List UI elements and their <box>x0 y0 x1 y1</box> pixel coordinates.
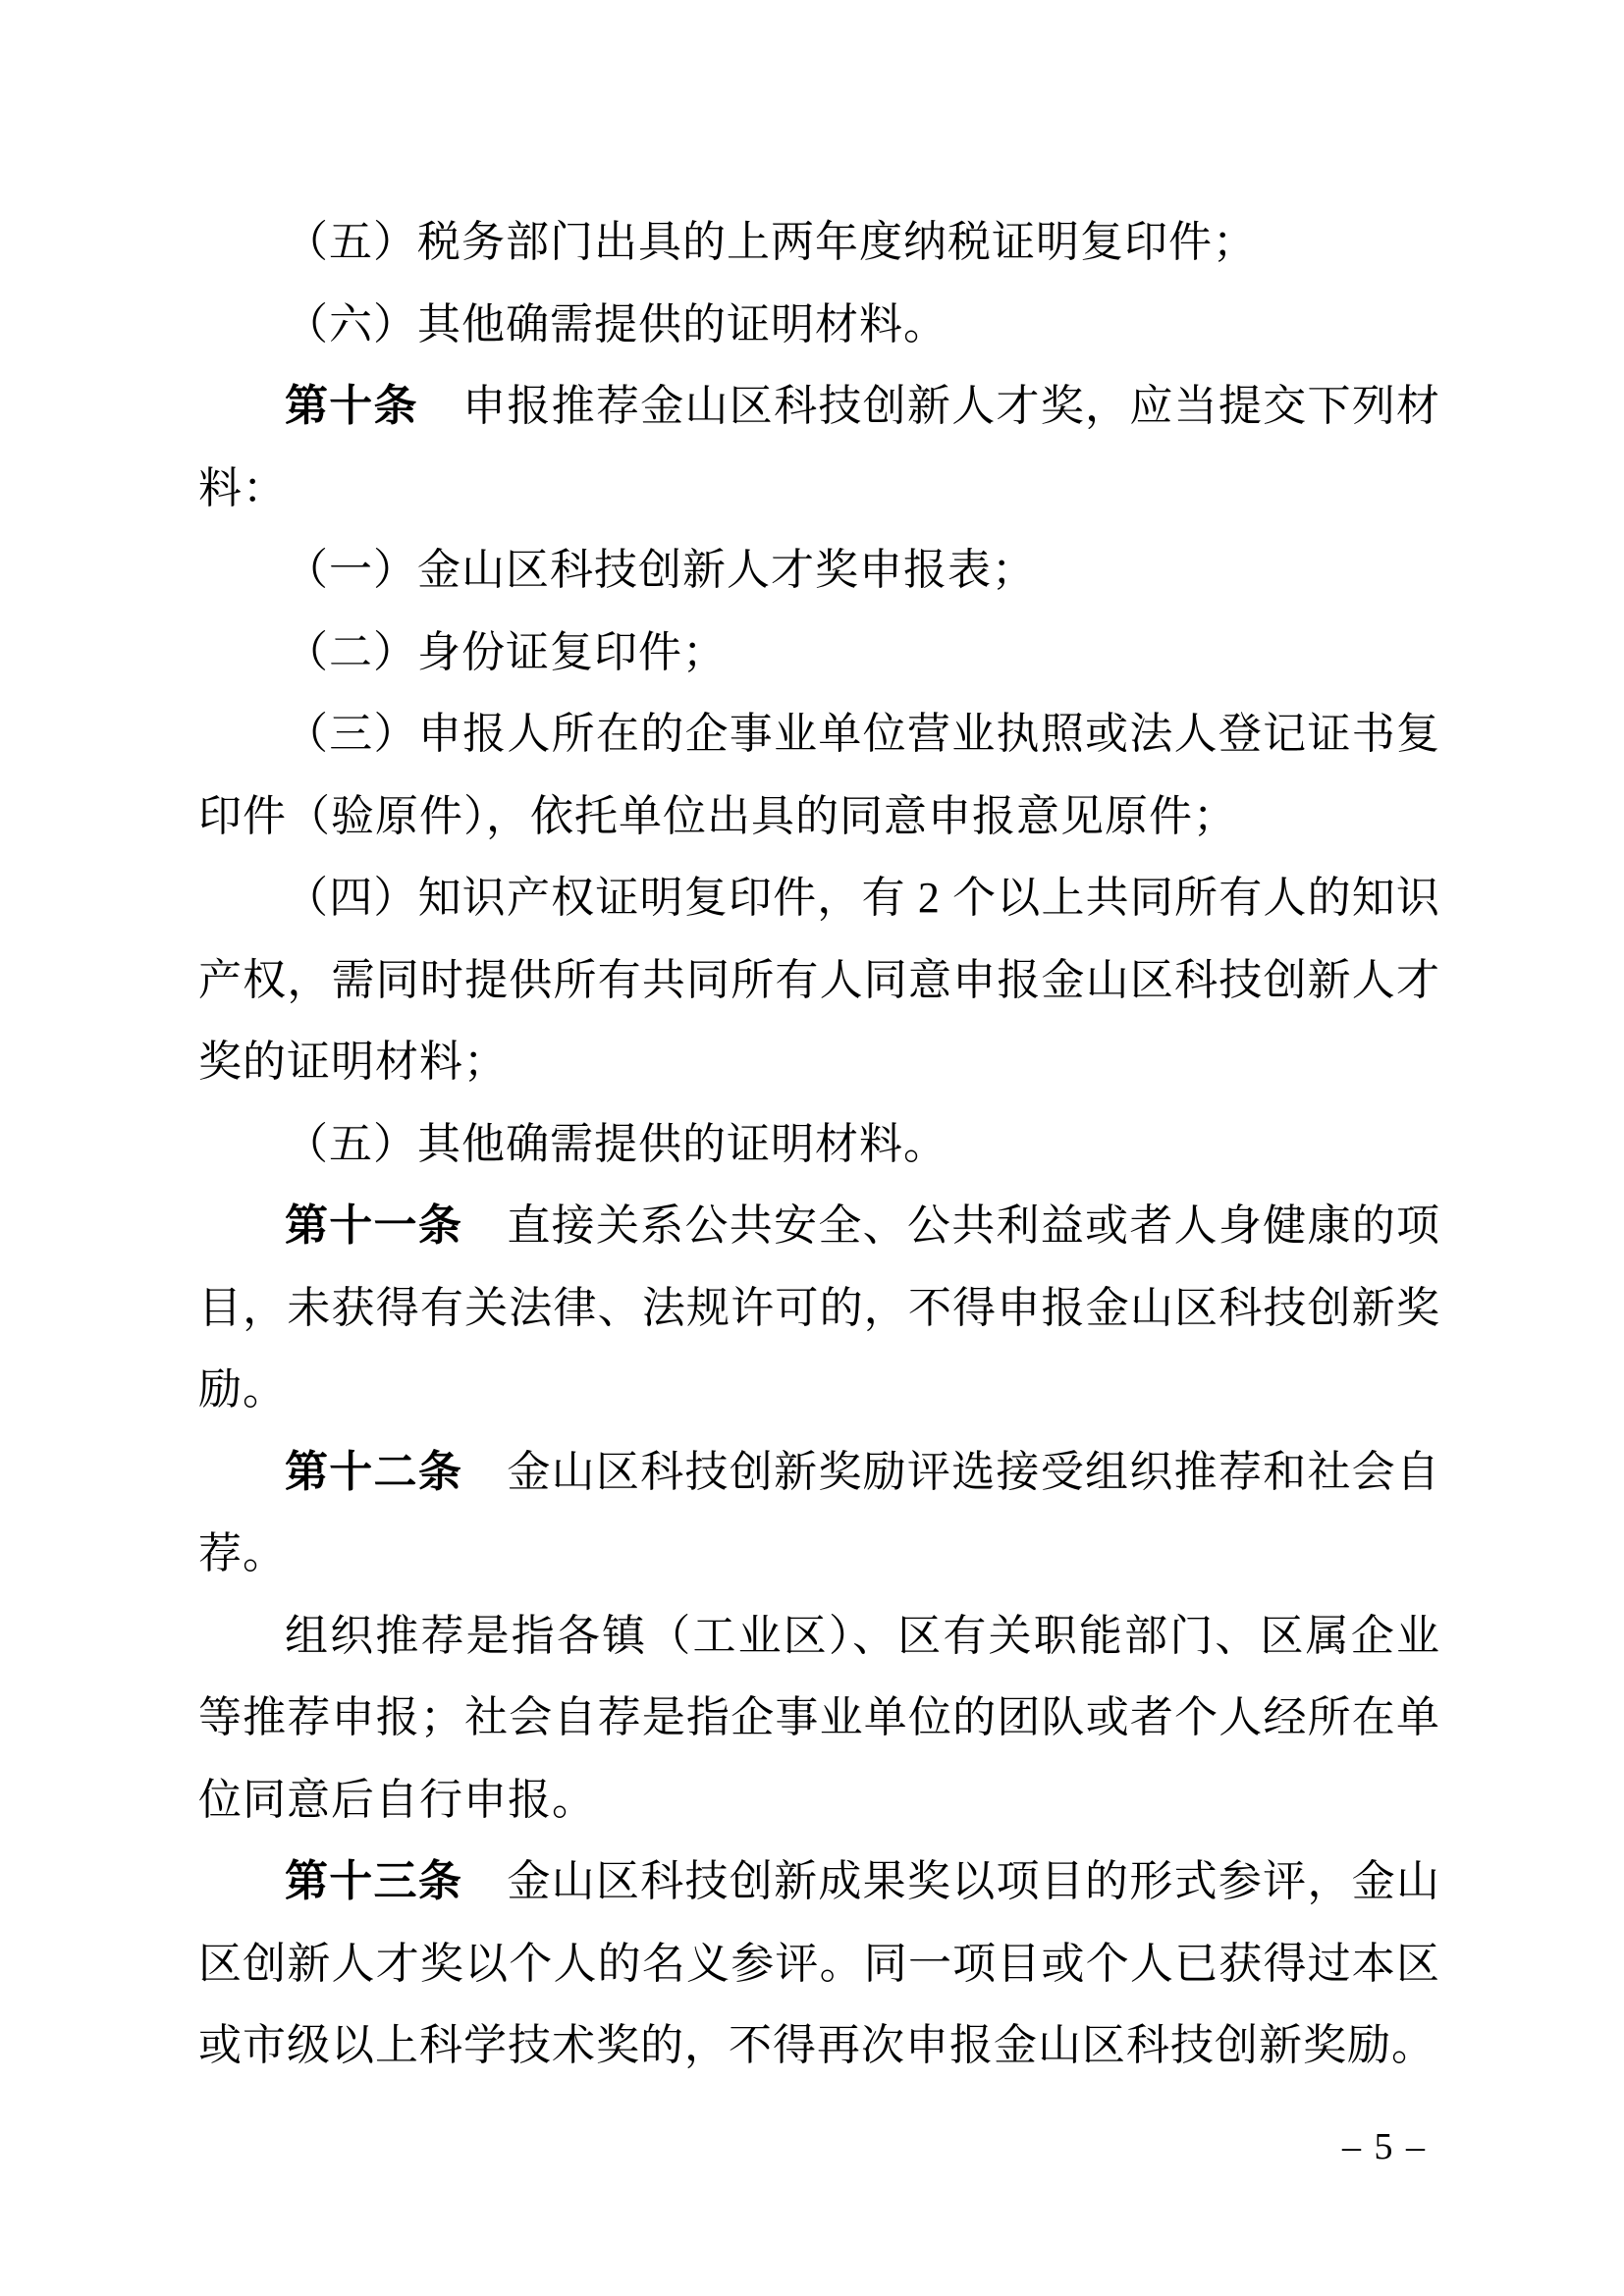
line-text: （五）税务部门出具的上两年度纳税证明复印件； <box>285 218 1257 266</box>
line-text: （五）其他确需提供的证明材料。 <box>285 1119 947 1168</box>
text-line <box>198 1595 1440 1678</box>
line-text: 区创新人才奖以个人的名义参评。同一项目或个人已获得过本区 <box>198 1939 1440 1988</box>
line-text: （三）申报人所在的企事业单位营业执照或法人登记证书复 <box>285 710 1440 758</box>
line-text: （二）身份证复印件； <box>285 627 727 676</box>
text-line <box>198 365 1440 448</box>
line-text: 目，未获得有关法律、法规许可的，不得申报金山区科技创新奖 <box>198 1283 1440 1332</box>
text-line <box>198 1759 1440 1842</box>
line-text: （四）知识产权证明复印件，有 2 个以上共同所有人的知识 <box>285 874 1440 922</box>
text-line <box>198 284 1440 366</box>
article-heading: 第十三条 <box>285 1857 463 1905</box>
line-text: 等推荐申报；社会自荐是指企事业单位的团队或者个人经所在单 <box>198 1693 1440 1741</box>
text-line <box>198 939 1440 1022</box>
document-body <box>198 201 1440 2087</box>
text-line <box>198 1021 1440 1103</box>
text-line <box>198 1431 1440 1514</box>
line-text: 金山区科技创新奖励评选接受组织推荐和社会自 <box>462 1447 1441 1496</box>
text-line <box>198 775 1440 858</box>
text-line <box>198 1267 1440 1350</box>
text-line <box>198 201 1440 284</box>
text-line <box>198 529 1440 612</box>
text-line <box>198 1841 1440 1923</box>
line-text: 印件（验原件），依托单位出具的同意申报意见原件； <box>198 791 1237 840</box>
line-text: 荐。 <box>198 1529 287 1577</box>
line-text: 组织推荐是指各镇（工业区）、区有关职能部门、区属企业 <box>285 1611 1440 1660</box>
line-text: 申报推荐金山区科技创新人才奖，应当提交下列材 <box>417 382 1441 430</box>
text-line <box>198 1513 1440 1595</box>
article-heading: 第十一条 <box>285 1201 463 1250</box>
line-text: 金山区科技创新成果奖以项目的形式参评，金山 <box>462 1857 1441 1905</box>
text-line <box>198 1349 1440 1431</box>
text-line <box>198 2004 1440 2087</box>
line-text: （六）其他确需提供的证明材料。 <box>285 299 947 348</box>
line-text: 励。 <box>198 1365 287 1414</box>
line-text: 直接关系公共安全、公共利益或者人身健康的项 <box>462 1201 1441 1250</box>
article-heading: 第十二条 <box>285 1447 463 1496</box>
text-line <box>198 448 1440 530</box>
line-text: （一）金山区科技创新人才奖申报表； <box>285 546 1036 594</box>
text-line <box>198 1923 1440 2005</box>
page-number: – 5 – <box>1342 2126 1427 2167</box>
article-heading: 第十条 <box>285 382 418 430</box>
text-line <box>198 857 1440 939</box>
text-line <box>198 612 1440 694</box>
text-line <box>198 1103 1440 1186</box>
text-line <box>198 1185 1440 1267</box>
line-text: 或市级以上科学技术奖的，不得再次申报金山区科技创新奖励。 <box>198 2021 1435 2069</box>
text-line <box>198 1677 1440 1759</box>
line-text: 产权，需同时提供所有共同所有人同意申报金山区科技创新人才 <box>198 955 1440 1004</box>
line-text: 奖的证明材料； <box>198 1038 508 1086</box>
line-text: 料： <box>198 463 287 512</box>
text-line <box>198 693 1440 775</box>
line-text: 位同意后自行申报。 <box>198 1775 596 1824</box>
